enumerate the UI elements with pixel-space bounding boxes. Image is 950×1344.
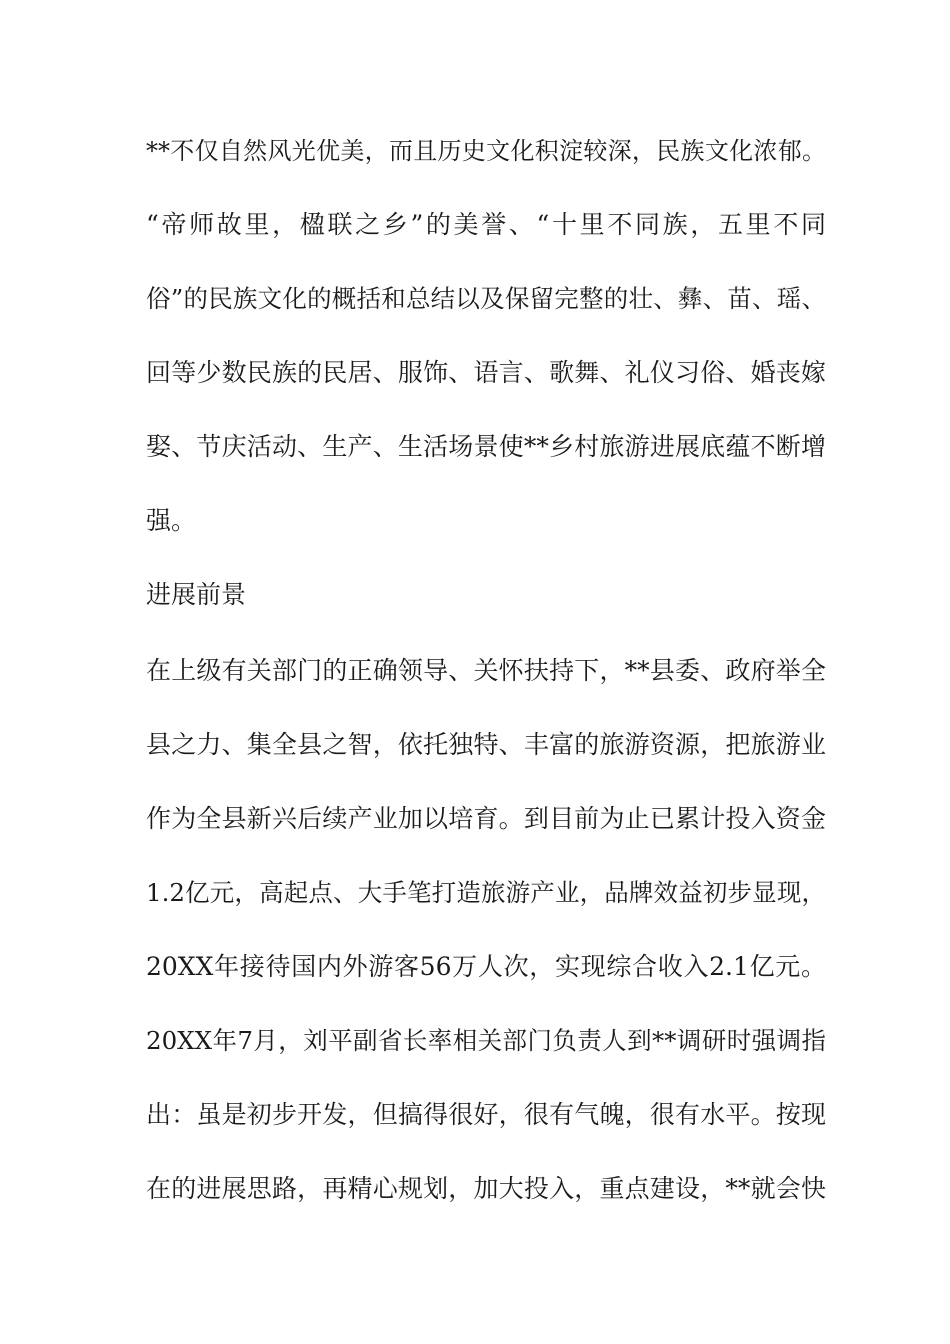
paragraph-line: 俗”的民族文化的概括和总结以及保留完整的壮、彝、苗、瑶、 <box>146 284 826 313</box>
paragraph-line: 出：虽是初步开发，但搞得很好，很有气魄，很有水平。按现 <box>146 1100 826 1129</box>
paragraph-line: 娶、节庆活动、生产、生活场景使**乡村旅游进展底蕴不断增 <box>146 432 826 461</box>
paragraph-line: 作为全县新兴后续产业加以培育。到目前为止已累计投入资金 <box>146 804 826 833</box>
paragraph-line: 县之力、集全县之智，依托独特、丰富的旅游资源，把旅游业 <box>146 730 826 759</box>
paragraph-line: 1.2亿元，高起点、大手笔打造旅游产业，品牌效益初步显现， <box>146 878 826 907</box>
paragraph-line: 在上级有关部门的正确领导、关怀扶持下，**县委、政府举全 <box>146 656 826 685</box>
paragraph-line: 20XX年7月，刘平副省长率相关部门负责人到**调研时强调指 <box>146 1026 826 1055</box>
paragraph-line: 20XX年接待国内外游客56万人次，实现综合收入2.1亿元。 <box>146 952 826 981</box>
paragraph-line: 强。 <box>146 506 197 535</box>
paragraph-line: 在的进展思路，再精心规划，加大投入，重点建设，**就会快 <box>146 1174 826 1203</box>
paragraph-line: **不仅自然风光优美，而且历史文化积淀较深，民族文化浓郁。 <box>146 137 826 165</box>
section-heading: 进展前景 <box>146 580 247 609</box>
paragraph-line: “帝师故里，楹联之乡”的美誉、“十里不同族，五里不同 <box>146 210 826 239</box>
paragraph-line: 回等少数民族的民居、服饰、语言、歌舞、礼仪习俗、婚丧嫁 <box>146 358 826 387</box>
